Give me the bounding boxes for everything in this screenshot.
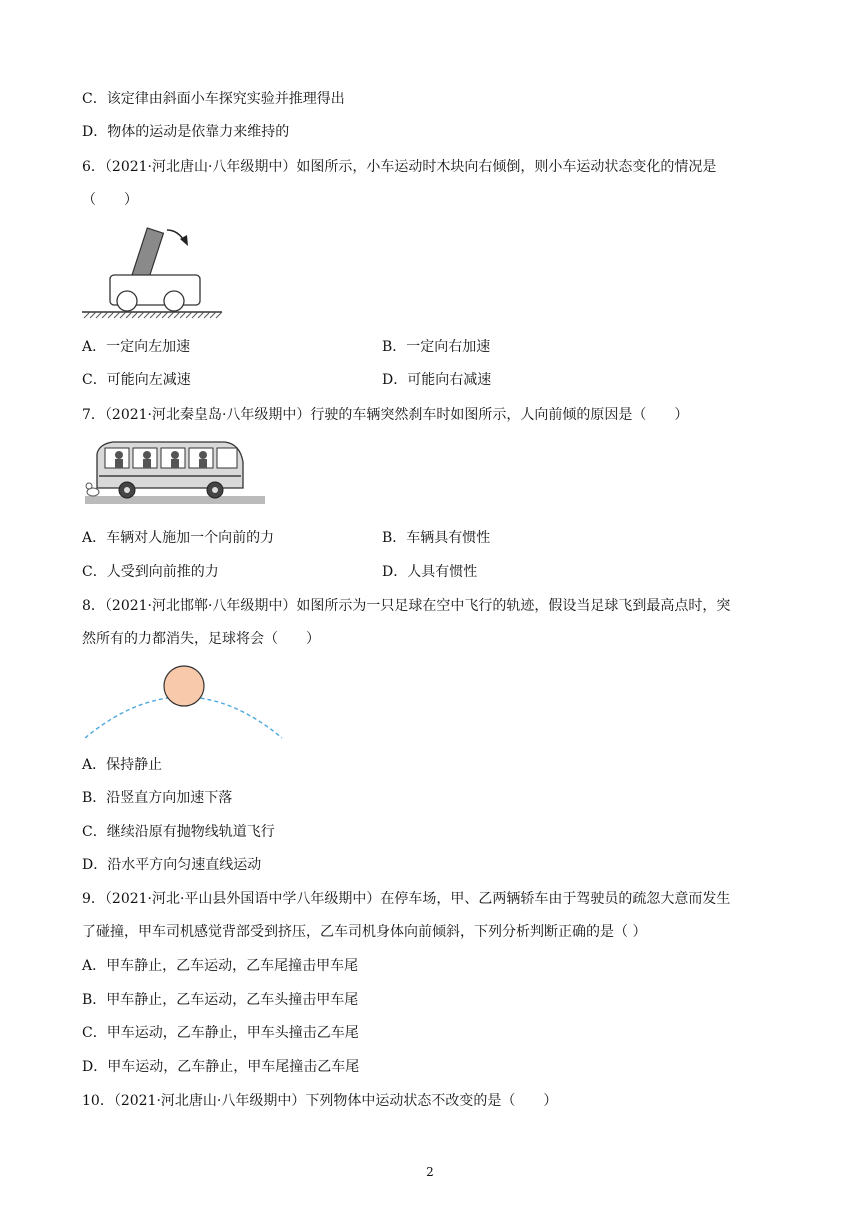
q9-option-c: C．甲车运动，乙车静止，甲车头撞击乙车尾 [82,1025,359,1041]
q5-option-c: C．该定律由斜面小车探究实验并推理得出 [82,91,345,107]
q6-option-c: C．可能向左减速 [82,372,191,388]
q9-stem: 9．（2021·河北·平山县外国语中学八年级期中）在停车场，甲、乙两辆轿车由于驾驶员的疏忽大意而发生 [82,891,731,907]
q8-option-b: B．沿竖直方向加速下落 [82,790,233,806]
bus-braking-figure [85,436,265,506]
q8-stem: 8．（2021·河北邯郸·八年级期中）如图所示为一只足球在空中飞行的轨迹，假设当足球飞到最高点时，突 [82,598,731,614]
q8-stem-continued: 然所有的力都消失，足球将会（ ） [82,631,320,647]
q6-answer-blank: （ ） [82,192,138,208]
q8-option-c: C．继续沿原有抛物线轨道飞行 [82,824,275,840]
q6-option-a: A．一定向左加速 [82,339,191,355]
q6-stem: 6．（2021·河北唐山·八年级期中）如图所示，小车运动时木块向右倾倒，则小车运动状态变化的情况是 [82,159,717,175]
q6-option-d: D．可能向右减速 [382,372,492,388]
q7-option-b: B．车辆具有惯性 [382,530,491,546]
cart-with-block-figure [80,222,225,322]
q6-option-b: B．一定向右加速 [382,339,491,355]
q9-option-d: D．甲车运动，乙车静止，甲车尾撞击乙车尾 [82,1059,360,1075]
q7-option-a: A．车辆对人施加一个向前的力 [82,530,275,546]
q8-option-d: D．沿水平方向匀速直线运动 [82,857,262,873]
q9-stem-continued: 了碰撞，甲车司机感觉背部受到挤压，乙车司机身体向前倾斜，下列分析判断正确的是（ ） [82,924,647,940]
q10-stem: 10．（2021·河北唐山·八年级期中）下列物体中运动状态不改变的是（ ） [82,1093,558,1109]
q5-option-d: D．物体的运动是依靠力来维持的 [82,124,290,140]
page-number: 2 [426,1165,434,1179]
q8-option-a: A．保持静止 [82,757,163,773]
q9-option-b: B．甲车静止，乙车运动，乙车头撞击甲车尾 [82,992,359,1008]
q7-stem: 7．（2021·河北秦皇岛·八年级期中）行驶的车辆突然刹车时如图所示，人向前倾的原因是（ ） [82,407,689,423]
q7-option-c: C．人受到向前推的力 [82,564,219,580]
q7-option-d: D．人具有惯性 [382,564,478,580]
q9-option-a: A．甲车静止，乙车运动，乙车尾撞击甲车尾 [82,958,359,974]
football-trajectory-figure [82,664,287,744]
